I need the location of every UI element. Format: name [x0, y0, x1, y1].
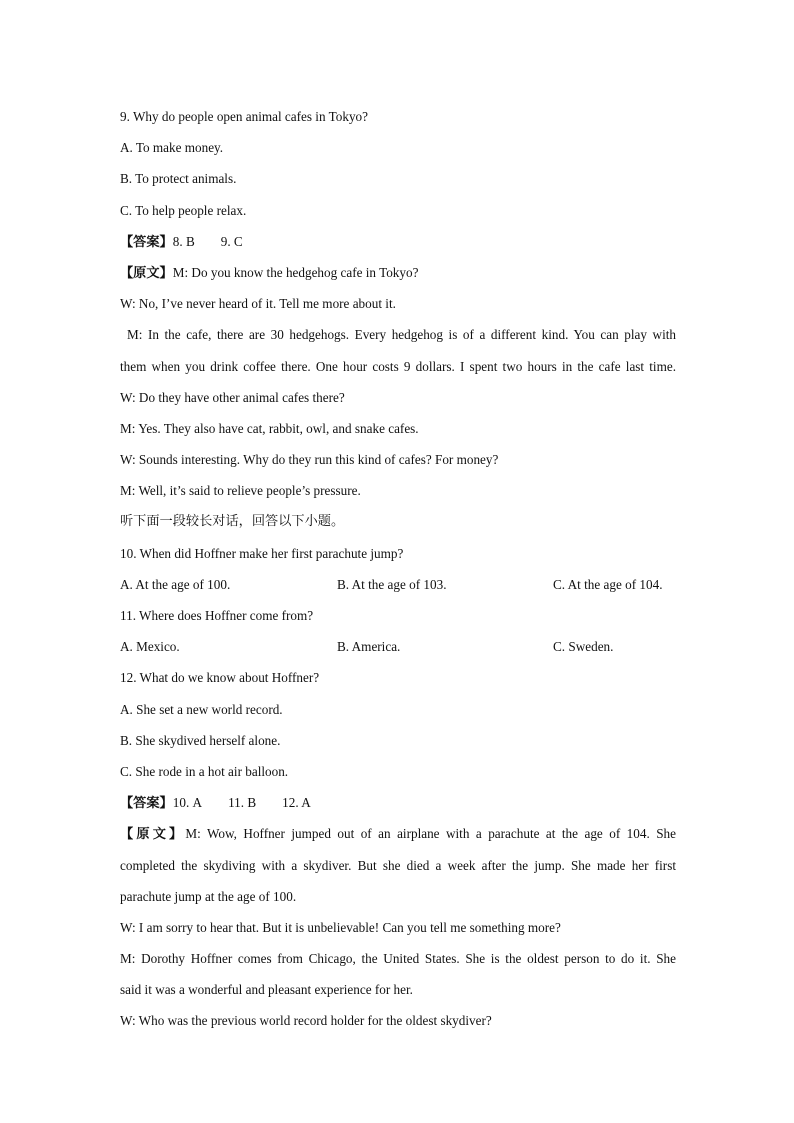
q12-option-a: A. She set a new world record. [120, 701, 283, 717]
document-page [120, 101, 676, 1037]
answer-11: 11. B [228, 795, 257, 811]
answer-tag: 【答案】 [120, 234, 173, 250]
q11-option-c: C. Sweden. [553, 639, 614, 655]
answer-tag: 【答案】 [120, 796, 173, 812]
q12-option-b: B. She skydived herself alone. [120, 732, 281, 748]
q10-option-b: B. At the age of 103. [337, 576, 447, 592]
question-10: 10. When did Hoffner make her first parachute jump? [120, 545, 404, 561]
question-11: 11. Where does Hoffner come from? [120, 608, 314, 623]
q9-option-b: B. To protect animals. [120, 171, 237, 187]
q9-option-c: C. To help people relax. [120, 202, 247, 218]
q11-options [120, 631, 676, 662]
question-12: 12. What do we know about Hoffner? [120, 670, 320, 686]
q10-option-c: C. At the age of 104. [553, 576, 663, 592]
transcript-1-line-5: M: Yes. They also have cat, rabbit, owl, and snake cafes. [120, 420, 419, 436]
question-9: 9. Why do people open animal cafes in Tokyo? [120, 109, 368, 124]
transcript-2-line-1c: parachute jump at the age of 100. [120, 888, 297, 904]
transcript-2-line-3a: M: Dorothy Hoffner comes from Chicago, the United States. She is the oldest person to do it. She [120, 951, 676, 967]
transcript-1-line-2: W: No, I’ve never heard of it. Tell me more about it. [120, 296, 396, 312]
q10-options [120, 569, 676, 600]
transcript-2-line-3b: said it was a wonderful and pleasant experience for her. [120, 982, 413, 998]
transcript-1-line-3a: M: In the cafe, there are 30 hedgehogs. Every hedgehog is of a different kind. You can play with [127, 327, 676, 343]
transcript-tag: 【原文】 [120, 265, 173, 281]
section-instruction: 听下面一段较长对话，回答以下小题。 [120, 514, 345, 530]
q10-option-a: A. At the age of 100. [120, 576, 231, 592]
answer-block-1 [120, 226, 676, 257]
transcript-tag: 【原文】 [120, 827, 186, 843]
answer-8: 8. B [172, 233, 195, 249]
transcript-1-line-7: M: Well, it’s said to relieve people’s pressure. [120, 483, 361, 499]
answer-block-2 [120, 787, 676, 818]
answer-10: 10. A [172, 795, 203, 811]
q11-option-b: B. America. [337, 639, 401, 655]
transcript-1-line-4: W: Do they have other animal cafes there? [120, 389, 345, 405]
transcript-2-line-1b: completed the skydiving with a skydiver. But she died a week after the jump. She made her first [120, 857, 676, 873]
answer-12: 12. A [282, 795, 311, 811]
q9-option-a: A. To make money. [120, 140, 224, 156]
transcript-2-line-1a: 【原文】M: Wow, Hoffner jumped out of an airplane with a parachute at the age of 104. She [120, 826, 676, 843]
transcript-1-line-1: 【原文】M: Do you know the hedgehog cafe in Tokyo? [120, 264, 419, 281]
q11-option-a: A. Mexico. [120, 639, 180, 655]
q12-option-c: C. She rode in a hot air balloon. [120, 763, 289, 779]
transcript-2-line-4: W: Who was the previous world record holder for the oldest skydiver? [120, 1013, 492, 1029]
answer-9: 9. C [220, 233, 243, 249]
transcript-2-line-2: W: I am sorry to hear that. But it is unbelievable! Can you tell me something more? [120, 919, 561, 935]
transcript-1-line-6: W: Sounds interesting. Why do they run this kind of cafes? For money? [120, 452, 499, 468]
transcript-1-line-3b: them when you drink coffee there. One hour costs 9 dollars. I spent two hours in the cafe last time. [120, 358, 676, 374]
